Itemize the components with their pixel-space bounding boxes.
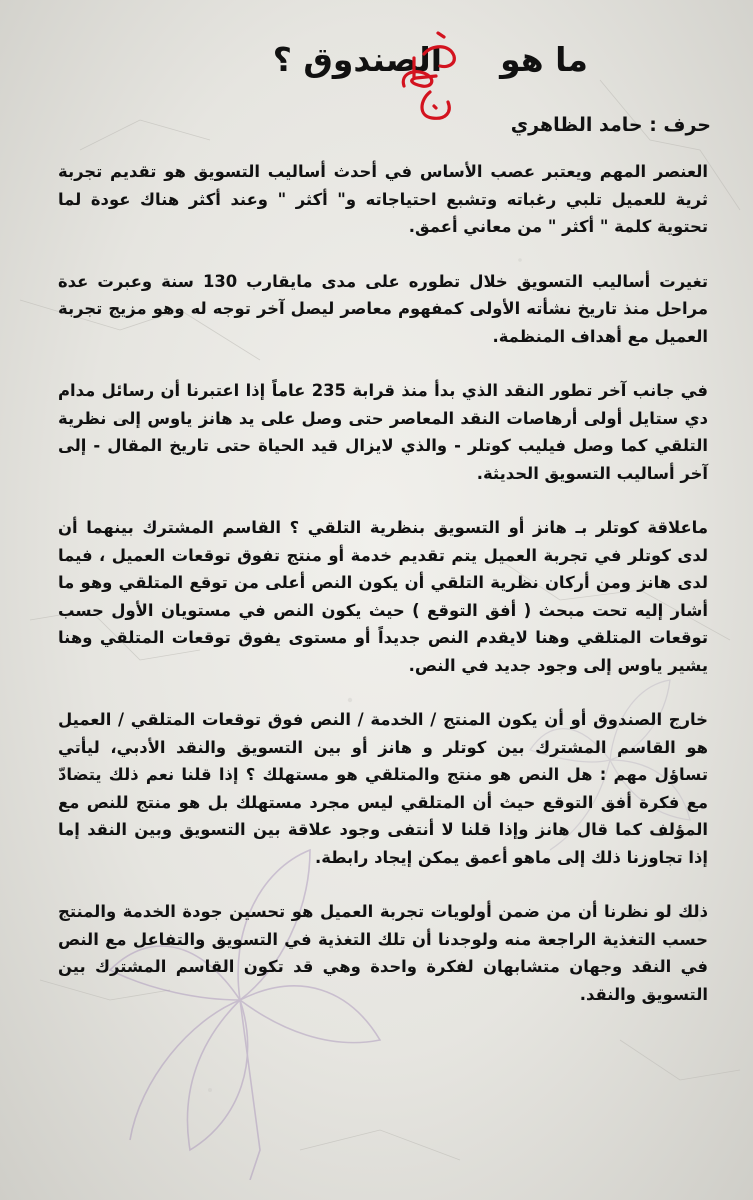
paragraph: تغيرت أساليب التسويق خلال تطوره على مدى مايقارب 130 سنة وعبرت عدة مراحل منذ تاريخ نشأته الأولى كمفهوم معاصر ليصل آخر توجه له وهو مزيج تجربة العميل مع أهداف المنظمة. (58, 271, 709, 346)
title-area (0, 28, 753, 118)
paragraph: العنصر المهم ويعتبر عصب الأساس في أحدث أساليب التسويق هو تقديم تجربة ثرية للعميل تلبي رغباته وتشبع احتياجاته و" أكثر " وعند أكثر هناك عودة لما تحتوية كلمة " أكثر " من معاني أعمق. (58, 162, 708, 236)
paragraph: ماعلاقة كوتلر بـ هانز أو التسويق بنظرية التلقي ؟ القاسم المشترك بينهما أن لدى كوتلر في تجربة العميل يتم تقديم خدمة أو منتج تفوق توقعات العميل ، فيما لدى هانز ومن أركان نظرية التلقي أن يكون النص أعلى من توقع المتلقي وهو ما أشار إليه تحت مبحث ( أفق التوقع ) حيث يكون النص في مستويان الأول حسب توقعات المتلقي وهنا لايقدم النص جديداً أو مستوى يفوق توقعات المتلقي وهنا يشير ياوس إلى وجود جديد في النص. (58, 518, 708, 675)
title-part-2: الصندوق ؟ (272, 40, 443, 79)
paragraph: في جانب آخر تطور النقد الذي بدأ منذ قرابة 235 عاماً إذا اعتبرنا أن رسائل مدام دي ستايل أولى أرهاصات النقد المعاصر حتى وصل على يد هانز ياوس إلى نظرية التلقي كما وصل فيليب كوتلر - والذي لايزال قيد الحياة حتى تاريخ المقال - إلى آخر أساليب التسويق الحديثة. (58, 381, 708, 483)
handwritten-word-kharij (392, 28, 462, 124)
title-part-1: ما هو (500, 40, 588, 79)
article-body (58, 158, 708, 1035)
author-byline: حرف : حامد الظاهري (510, 114, 711, 136)
paragraph: خارج الصندوق أو أن يكون المنتج / الخدمة / النص فوق توقعات المتلقي / العميل هو القاسم المشترك بين كوتلر و هانز أو بين التسويق والنقد الأدبي، ليأتي تساؤل مهم : هل النص هو منتج والمتلقي هو مستهلك ؟ إذا قلنا نعم ذلك يتضادّ مع فكرة أفق التوقع حيث أن المتلقي ليس مجرد مستهلك بل هو منتج للنص مع المؤلف كما قال هانز وإذا قلنا لا أنتفى وجود علاقة بين التسويق وبين النقد إما إذا تجاوزنا ذلك إلى ماهو أعمق يمكن إيجاد رابطة. (58, 710, 708, 867)
paragraph: ذلك لو نظرنا أن من ضمن أولويات تجربة العميل هو تحسين جودة الخدمة والمنتج حسب التغذية الراجعة منه ولوجدنا أن تلك التغذية في التسويق والتفاعل مع النص في النقد وجهان متشابهان لفكرة واحدة وهي قد تكون القاسم المشترك بين التسويق والنقد. (58, 902, 708, 1004)
